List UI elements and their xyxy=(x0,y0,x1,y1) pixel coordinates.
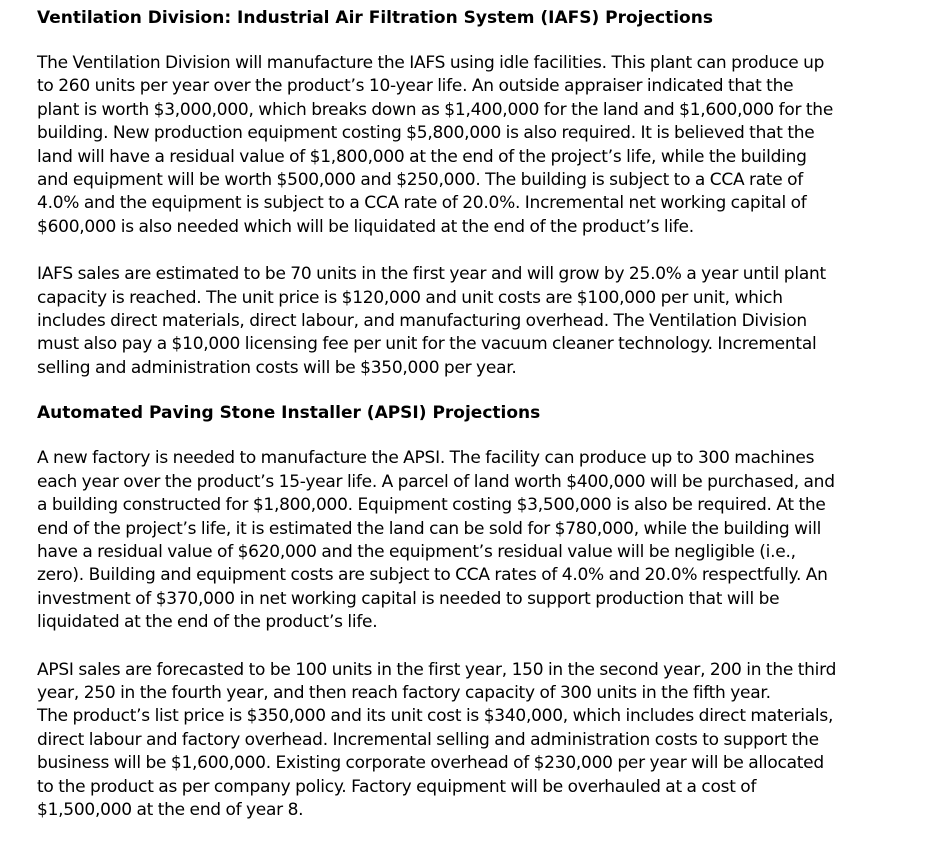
text-line: a building constructed for $1,800,000. Equipment costing $3,500,000 is also be required. At the xyxy=(37,495,826,516)
text-line: $1,500,000 at the end of year 8. xyxy=(37,799,304,820)
text-line: must also pay a $10,000 licensing fee per unit for the vacuum cleaner technology. Incremental xyxy=(37,334,817,355)
text-line: building. New production equipment costing $5,800,000 is also required. It is believed that the xyxy=(37,123,815,144)
paragraph-iafs-facilities xyxy=(37,52,897,239)
text-line: liquidated at the end of the product’s life. xyxy=(37,612,378,633)
text-line: direct labour and factory overhead. Incremental selling and administration costs to support the xyxy=(37,729,819,750)
section-heading-apsi: Automated Paving Stone Installer (APSI) Projections xyxy=(37,403,541,424)
text-line: land will have a residual value of $1,800,000 at the end of the project’s life, while the building xyxy=(37,146,807,167)
text-line: plant is worth $3,000,000, which breaks down as $1,400,000 for the land and $1,600,000 for the xyxy=(37,99,834,120)
paragraph-apsi-factory xyxy=(37,447,897,634)
text-line: business will be $1,600,000. Existing corporate overhead of $230,000 per year will be allocated xyxy=(37,753,824,774)
text-line: The product’s list price is $350,000 and its unit cost is $340,000, which includes direct materials, xyxy=(37,706,834,727)
text-line: 4.0% and the equipment is subject to a CCA rate of 20.0%. Incremental net working capital of xyxy=(37,193,807,214)
text-line: investment of $370,000 in net working capital is needed to support production that will be xyxy=(37,588,780,609)
paragraph-apsi-sales xyxy=(37,659,897,823)
document-page xyxy=(37,6,897,822)
text-line: and equipment will be worth $500,000 and $250,000. The building is subject to a CCA rate of xyxy=(37,170,804,191)
text-line: IAFS sales are estimated to be 70 units in the first year and will grow by 25.0% a year until plant xyxy=(37,264,826,285)
text-line: zero). Building and equipment costs are subject to CCA rates of 4.0% and 20.0% respectfully. An xyxy=(37,565,828,586)
paragraph-iafs-sales xyxy=(37,263,897,380)
text-line: have a residual value of $620,000 and the equipment’s residual value will be negligible (i.e., xyxy=(37,541,796,562)
text-line: A new factory is needed to manufacture the APSI. The facility can produce up to 300 machines xyxy=(37,448,815,469)
text-line: to 260 units per year over the product’s 10-year life. An outside appraiser indicated that the xyxy=(37,76,794,97)
text-line: to the product as per company policy. Factory equipment will be overhauled at a cost of xyxy=(37,776,757,797)
text-line: selling and administration costs will be $350,000 per year. xyxy=(37,357,517,378)
text-line: $600,000 is also needed which will be liquidated at the end of the product’s life. xyxy=(37,216,694,237)
text-line: APSI sales are forecasted to be 100 units in the first year, 150 in the second year, 200 in the third xyxy=(37,659,837,680)
section-heading-iafs: Ventilation Division: Industrial Air Filtration System (IAFS) Projections xyxy=(37,8,713,28)
text-line: end of the project’s life, it is estimated the land can be sold for $780,000, while the building will xyxy=(37,518,822,539)
text-line: each year over the product’s 15-year life. A parcel of land worth $400,000 will be purchased, and xyxy=(37,471,835,492)
text-line: includes direct materials, direct labour, and manufacturing overhead. The Ventilation Division xyxy=(37,311,807,332)
text-line: The Ventilation Division will manufacture the IAFS using idle facilities. This plant can produce up xyxy=(37,53,825,73)
text-line: capacity is reached. The unit price is $120,000 and unit costs are $100,000 per unit, which xyxy=(37,287,783,308)
text-line: year, 250 in the fourth year, and then reach factory capacity of 300 units in the fifth year. xyxy=(37,682,771,703)
